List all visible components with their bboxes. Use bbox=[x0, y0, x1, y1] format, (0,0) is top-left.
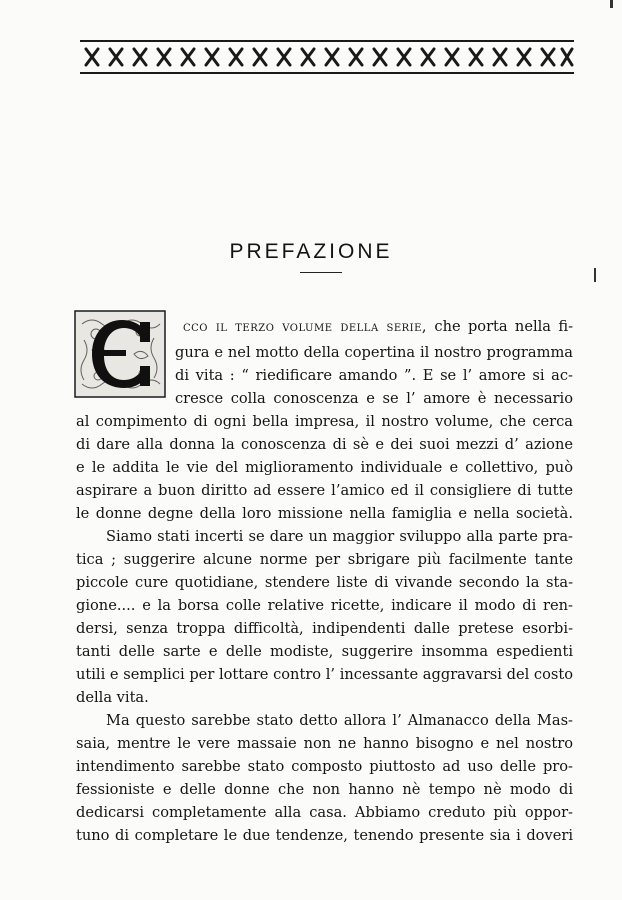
text-line: le donne degne della loro missione nella famiglia e nella società. bbox=[76, 505, 573, 522]
text-line: della vita. bbox=[76, 689, 149, 706]
text-line: saia, mentre le vere massaie non ne hanno bisogno e nel nostro bbox=[76, 735, 573, 752]
text-line: di dare alla donna la conoscenza di sè e dei suoi mezzi d’ azione bbox=[76, 436, 573, 453]
text-line: intendimento sarebbe stato composto piuttosto ad uso delle pro- bbox=[76, 758, 573, 775]
text-line: utili e semplici per lottare contro l’ incessante aggravarsi del costo bbox=[76, 666, 573, 683]
dropcap-illumination bbox=[74, 310, 166, 398]
title-underline bbox=[300, 272, 342, 273]
crosses-border bbox=[80, 46, 574, 68]
text-line: tica ; suggerire alcune norme per sbrigare più facilmente tante bbox=[76, 551, 573, 568]
text-line: e le addita le vie del miglioramento individuale e collettivo, può bbox=[76, 459, 573, 476]
text-line: gura e nel motto della copertina il nostro programma bbox=[175, 344, 573, 361]
text-line: piccole cure quotidiane, stendere liste di vivande secondo la sta- bbox=[76, 574, 573, 591]
page-title: PREFAZIONE bbox=[229, 240, 393, 263]
text-line: di vita : “ riedificare amando ”. E se l’ amore si ac- bbox=[175, 367, 573, 384]
text-line bbox=[183, 316, 573, 338]
decorated-initial bbox=[74, 310, 166, 398]
text-line: aspirare a buon diritto ad essere l’amico ed il consigliere di tutte bbox=[76, 482, 573, 499]
text-line: fessioniste e delle donne che non hanno nè tempo nè modo di bbox=[76, 781, 573, 798]
text-line: al compimento di ogni bella impresa, il nostro volume, che cerca bbox=[76, 413, 573, 430]
text-line: dersi, senza troppa difficoltà, indipendenti dalle pretese esorbi- bbox=[76, 620, 573, 637]
opening-text: che porta nella fi- bbox=[427, 318, 573, 335]
text-line: gione.... e la borsa colle relative ricette, indicare il modo di ren- bbox=[76, 597, 573, 614]
margin-mark bbox=[594, 268, 596, 282]
text-line: cresce colla conoscenza e se l’ amore è necessario bbox=[175, 390, 573, 407]
opening-smallcaps: cco il terzo volume della serie, bbox=[183, 318, 428, 335]
text-line: tanti delle sarte e delle modiste, suggerire insomma espedienti bbox=[76, 643, 573, 660]
text-line: dedicarsi completamente alla casa. Abbiamo creduto più oppor- bbox=[76, 804, 573, 821]
text-line: Ma questo sarebbe stato detto allora l’ Almanacco della Mas- bbox=[106, 712, 573, 729]
edge-mark bbox=[610, 0, 613, 8]
ornament-top-rule bbox=[80, 40, 574, 42]
text-line: tuno di completare le due tendenze, tenendo presente sia i doveri bbox=[76, 827, 573, 844]
text-line: Siamo stati incerti se dare un maggior sviluppo alla parte pra- bbox=[106, 528, 573, 545]
ornament-bottom-rule bbox=[80, 72, 574, 74]
header-ornament bbox=[80, 40, 574, 74]
